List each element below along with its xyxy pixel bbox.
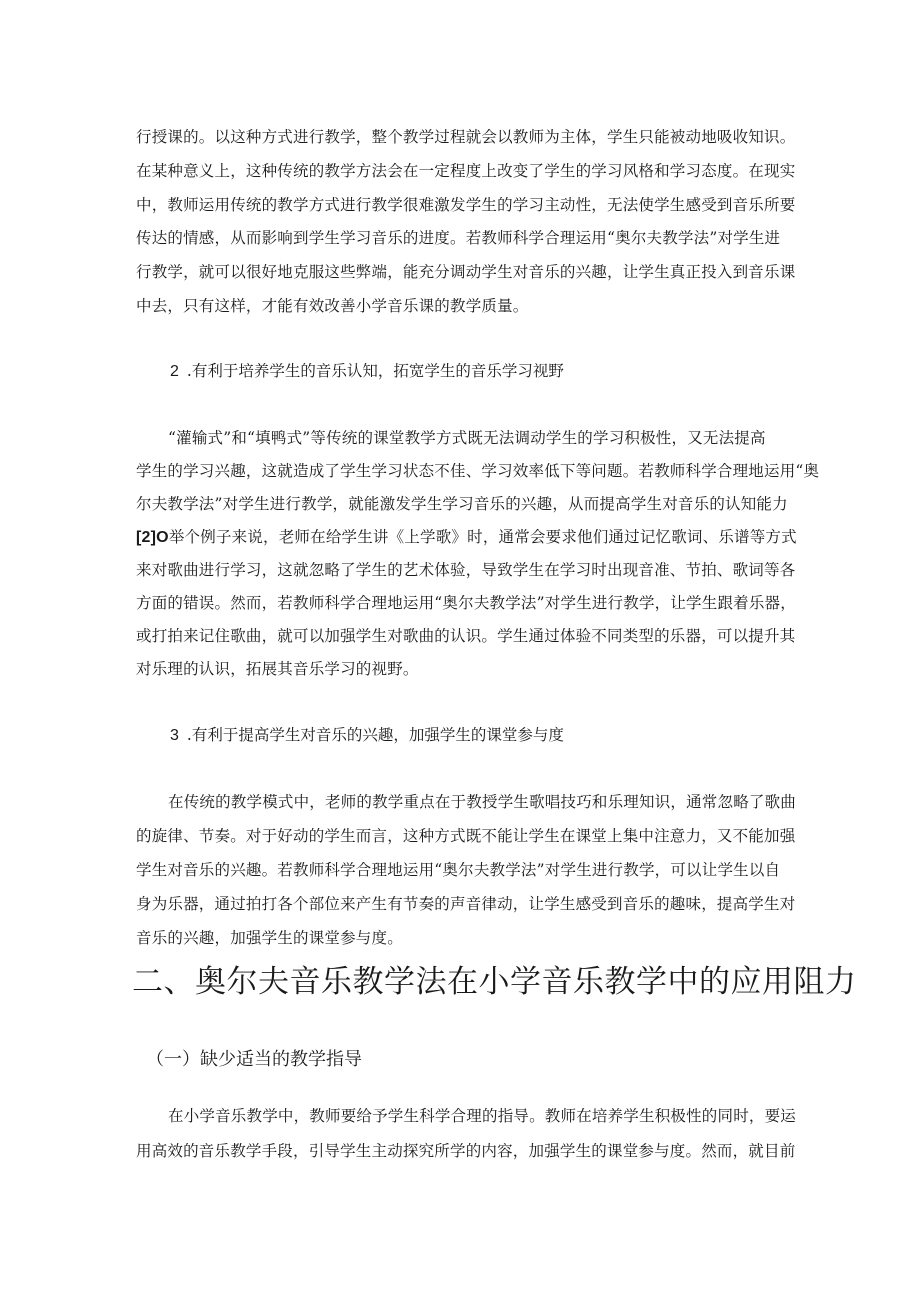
para2-line: 对乐理的认识，拓展其音乐学习的视野。 [136, 660, 419, 678]
para2-line: 尔夫教学法”对学生进行教学，就能激发学生学习音乐的兴趣，从而提高学生对音乐的认知能力 [136, 495, 788, 513]
para2-line-text: 举个例子来说，老师在给学生讲《上学歌》时，通常会要求他们通过记忆歌词、乐谱等方式 [168, 528, 797, 546]
section-heading: 二、奥尔夫音乐教学法在小学音乐教学中的应用阻力 [132, 964, 857, 1000]
para2-line [136, 527, 797, 548]
para2-line: “灌输式”和“填鸭式”等传统的课堂教学方式既无法调动学生的学习积极性，又无法提高 [168, 429, 766, 447]
para3-line: 的旋律、节奏。对于好动的学生而言，这种方式既不能让学生在课堂上集中注意力，又不能加强 [136, 827, 796, 845]
item-text: .有利于培养学生的音乐认知，拓宽学生的音乐学习视野 [186, 362, 564, 380]
para4-line: 在小学音乐教学中，教师要给予学生科学合理的指导。教师在培养学生积极性的同时，要运 [168, 1107, 797, 1125]
para2-line: 或打拍来记住歌曲，就可以加强学生对歌曲的认识。学生通过体验不同类型的乐器，可以提升其 [136, 627, 796, 645]
para1-line: 传达的情感，从而影响到学生学习音乐的进度。若教师科学合理运用“奥尔夫教学法”对学生进 [136, 229, 781, 247]
para3-line: 音乐的兴趣，加强学生的课堂参与度。 [136, 929, 403, 947]
para1-line: 中去，只有这样，才能有效改善小学音乐课的教学质量。 [136, 297, 529, 315]
item-number: 2 [170, 363, 179, 380]
para2-line: 学生的学习兴趣，这就造成了学生学习状态不佳、学习效率低下等问题。若教师科学合理地运用“奥 [136, 462, 820, 480]
subheading-item-2 [170, 361, 564, 382]
citation-marker: [2]O [136, 529, 169, 546]
para3-line: 身为乐器，通过拍打各个部位来产生有节奏的声音律动，让学生感受到音乐的趣味，提高学生对 [136, 895, 796, 913]
para2-line: 来对歌曲进行学习，这就忽略了学生的艺术体验，导致学生在学习时出现音准、节拍、歌词等各 [136, 561, 796, 579]
para1-line: 行教学，就可以很好地克服这些弊端，能充分调动学生对音乐的兴趣，让学生真正投入到音乐课 [136, 263, 796, 281]
para1-line: 行授课的。以这种方式进行教学，整个教学过程就会以教师为主体，学生只能被动地吸收知识。 [136, 128, 796, 146]
para3-line: 学生对音乐的兴趣。若教师科学合理地运用“奥尔夫教学法”对学生进行教学，可以让学生以自 [136, 861, 781, 879]
para4-line: 用高效的音乐教学手段，引导学生主动探究所学的内容，加强学生的课堂参与度。然而，就目前 [136, 1142, 796, 1160]
para1-line: 中，教师运用传统的教学方式进行教学很难激发学生的学习主动性，无法使学生感受到音乐所要 [136, 196, 796, 214]
subsection-heading: （一）缺少适当的教学指导 [146, 1049, 362, 1070]
para2-line: 方面的错误。然而，若教师科学合理地运用“奥尔夫教学法”对学生进行教学，让学生跟着乐器， [136, 594, 796, 612]
item-number: 3 [170, 727, 179, 744]
para3-line: 在传统的教学模式中，老师的教学重点在于教授学生歌唱技巧和乐理知识，通常忽略了歌曲 [168, 793, 797, 811]
para1-line: 在某种意义上，这种传统的教学方法会在一定程度上改变了学生的学习风格和学习态度。在现实 [136, 162, 796, 180]
subheading-item-3 [170, 725, 564, 746]
item-text: .有利于提高学生对音乐的兴趣，加强学生的课堂参与度 [186, 726, 564, 744]
